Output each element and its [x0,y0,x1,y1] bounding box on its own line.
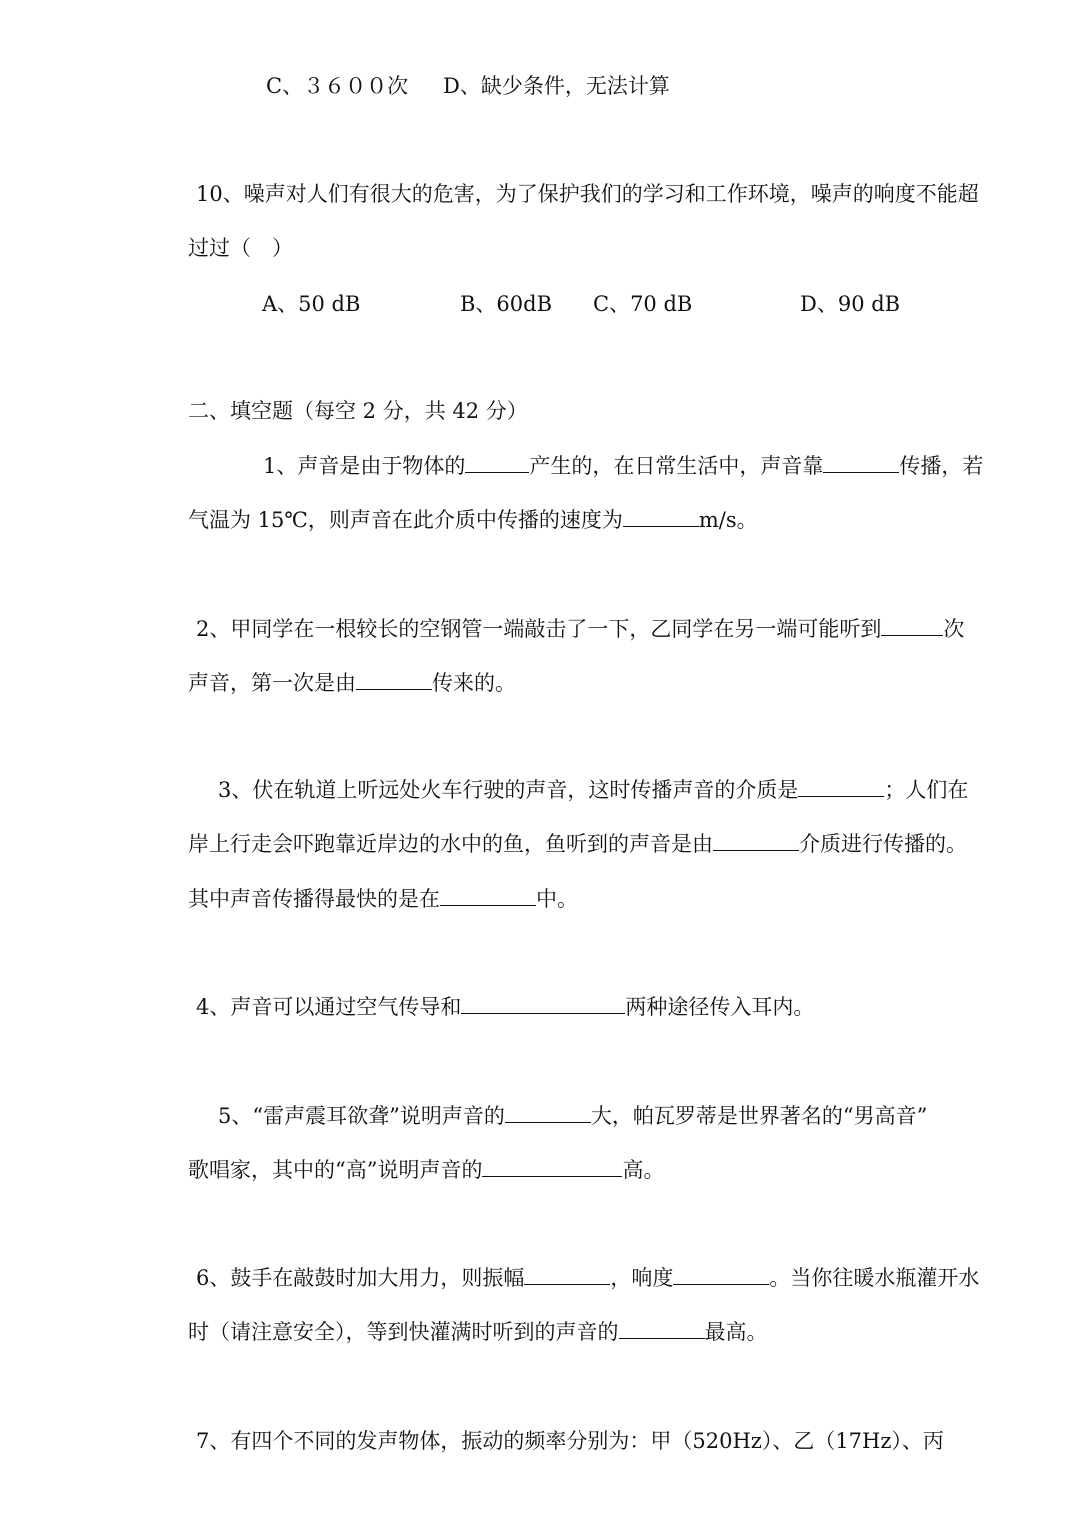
q2-text-3: 声音，第一次是由 [188,671,356,695]
q1-text-3: 传播，若 [899,454,984,478]
q1-text-1: 1、声音是由于物体的 [263,454,466,478]
q5-text-2: 大，帕瓦罗蒂是世界著名的“男高音” [590,1104,928,1128]
fill-q2-line1 [196,615,964,643]
fill-q4-line1 [196,993,814,1021]
q5-text-4: 高。 [622,1158,665,1182]
q2-blank-1[interactable] [881,615,943,636]
fill-q3-line2 [188,830,967,858]
q6-text-1: 6、鼓手在敲鼓时加大用力，则振幅 [196,1266,525,1290]
q3-text-4: 介质进行传播的。 [799,832,967,856]
q5-text-3: 歌唱家，其中的“高”说明声音的 [188,1158,483,1182]
q3-text-3: 岸上行走会吓跑靠近岸边的水中的鱼，鱼听到的声音是由 [188,832,713,856]
q1-blank-3[interactable] [623,506,699,527]
q6-blank-3[interactable] [619,1318,705,1339]
q1-blank-2[interactable] [823,452,899,473]
fill-q7-line1 [196,1427,944,1455]
q1-text-2: 产生的，在日常生活中，声音靠 [529,454,824,478]
q5-text-1: 5、“雷声震耳欲聋”说明声音的 [218,1104,505,1128]
q4-text-2: 两种途径传入耳内。 [625,995,815,1019]
q10-option-a: A、50 dB [262,292,361,316]
q6-text-3: 。当你往暖水瓶灌开水 [769,1266,980,1290]
q7-text-1: 7、有四个不同的发声物体，振动的频率分别为：甲（520Hz）、乙（17Hz）、丙 [196,1429,944,1453]
q2-blank-2[interactable] [356,669,432,690]
fill-q1-line1 [263,452,983,480]
q5-blank-2[interactable] [482,1156,622,1177]
q1-text-5: m/s。 [698,508,758,532]
q5-blank-1[interactable] [505,1102,591,1123]
q1-text-4: 气温为 15℃，则声音在此介质中传播的速度为 [188,508,623,532]
q3-text-2: ；人们在 [884,778,969,802]
fill-q3-line3 [188,885,578,913]
q10-option-b: B、60dB [460,292,553,316]
q10-stem-line2: 过过（ ） [188,236,293,260]
fill-q1-line2 [188,506,758,534]
q3-blank-1[interactable] [798,776,884,797]
q10-option-d: D、90 dB [800,292,901,316]
q3-text-1: 3、伏在轨道上听远处火车行驶的声音，这时传播声音的介质是 [218,778,799,802]
q2-text-2: 次 [943,617,965,641]
fill-q5-line1 [218,1102,927,1130]
q6-blank-2[interactable] [673,1264,769,1285]
fill-q5-line2 [188,1156,664,1184]
q2-text-4: 传来的。 [432,671,516,695]
q3-blank-3[interactable] [440,885,536,906]
q10-option-c: C、70 dB [593,292,693,316]
q1-blank-1[interactable] [465,452,529,473]
q3-text-5: 其中声音传播得最快的是在 [188,887,440,911]
q6-text-5: 最高。 [704,1320,768,1344]
fill-q6-line1 [196,1264,979,1292]
q9-option-d: D、缺少条件，无法计算 [443,74,670,98]
section-heading: 二、填空题（每空 2 分，共 42 分） [188,399,528,423]
q3-text-6: 中。 [536,887,578,911]
q3-blank-2[interactable] [713,830,799,851]
q4-text-1: 4、声音可以通过空气传导和 [196,995,462,1019]
q6-blank-1[interactable] [524,1264,610,1285]
fill-q2-line2 [188,669,516,697]
q4-blank-1[interactable] [461,993,625,1014]
q9-option-c: C、３６００次 [266,74,409,98]
q2-text-1: 2、甲同学在一根较长的空钢管一端敲击了一下，乙同学在另一端可能听到 [196,617,882,641]
q10-stem-line1: 10、噪声对人们有很大的危害，为了保护我们的学习和工作环境，噪声的响度不能超 [196,182,979,206]
fill-q3-line1 [218,776,968,804]
fill-q6-line2 [188,1318,768,1346]
q6-text-2: ，响度 [610,1266,674,1290]
q6-text-4: 时（请注意安全），等到快灌满时听到的声音的 [188,1320,619,1344]
